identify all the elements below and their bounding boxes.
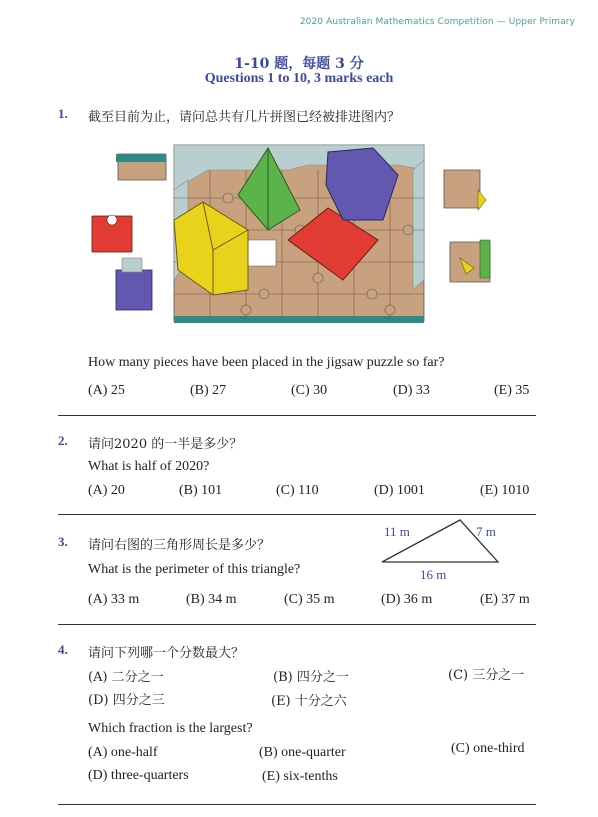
q2-option-b[interactable]: (B) 101 — [179, 483, 223, 498]
q4-option-d-en[interactable]: (D) three-quarters — [88, 768, 189, 783]
q4-option-c-en[interactable]: (C) one-third — [451, 741, 525, 756]
question-4-text-cn: 请问下列哪一个分数最大？ — [88, 646, 245, 661]
triangle-figure — [378, 515, 508, 567]
q2-option-e[interactable]: (E) 1010 — [480, 483, 530, 498]
puzzle-empty-area-right — [413, 160, 424, 290]
page-header: 2020 Australian Mathematics Competition — Upper Primary — [299, 17, 575, 27]
q3-option-c[interactable]: (C) 35 m — [284, 592, 335, 607]
q4-option-a-cn[interactable]: (A) 二分之一 — [88, 670, 164, 685]
question-4-text-en: Which fraction is the largest? — [88, 721, 253, 736]
jigsaw-puzzle-figure — [88, 140, 508, 328]
loose-piece-blue — [116, 270, 152, 310]
q3-option-e[interactable]: (E) 37 m — [480, 592, 530, 607]
triangle-base-label: 16 m — [420, 567, 447, 582]
question-3-text-en: What is the perimeter of this triangle? — [88, 562, 301, 577]
divider-4 — [58, 804, 536, 805]
puzzle-bottom-strip — [174, 316, 424, 323]
q4-option-b-en[interactable]: (B) one-quarter — [259, 745, 346, 760]
q1-option-a[interactable]: (A) 25 — [88, 383, 125, 398]
question-2-text-cn: 请问2020 的一半是多少？ — [88, 437, 243, 452]
question-2-number: 2. — [58, 433, 68, 448]
q4-option-e-cn[interactable]: (E) 十分之六 — [271, 694, 347, 709]
question-1-number: 1. — [58, 106, 68, 121]
loose-piece-tan-right — [444, 170, 480, 208]
triangle-left-side-label: 11 m — [384, 524, 410, 539]
q2-option-a[interactable]: (A) 20 — [88, 483, 125, 498]
q1-option-d[interactable]: (D) 33 — [393, 383, 430, 398]
q3-option-a[interactable]: (A) 33 m — [88, 592, 140, 607]
q1-option-e[interactable]: (E) 35 — [494, 383, 530, 398]
q4-option-d-cn[interactable]: (D) 四分之三 — [88, 693, 165, 708]
q4-option-b-cn[interactable]: (B) 四分之一 — [273, 670, 349, 685]
question-2-text-en: What is half of 2020? — [88, 459, 210, 474]
q4-option-a-en[interactable]: (A) one-half — [88, 745, 158, 760]
q2-option-c[interactable]: (C) 110 — [276, 483, 319, 498]
section-title-cn: 1-10 题，每题 3 分 — [234, 56, 364, 72]
section-title-en: Questions 1 to 10, 3 marks each — [204, 71, 394, 86]
q1-option-c[interactable]: (C) 30 — [291, 383, 328, 398]
q2-option-d[interactable]: (D) 1001 — [374, 483, 425, 498]
q1-option-b[interactable]: (B) 27 — [190, 383, 227, 398]
question-1-text-en: How many pieces have been placed in the jigsaw puzzle so far? — [88, 355, 445, 370]
triangle-right-side-label: 7 m — [476, 524, 496, 539]
question-1-text-cn: 截至目前为止，请问总共有几片拼图已经被排进图内？ — [88, 110, 401, 125]
q4-option-c-cn[interactable]: (C) 三分之一 — [448, 668, 525, 683]
q3-option-d[interactable]: (D) 36 m — [381, 592, 433, 607]
question-3-number: 3. — [58, 534, 68, 549]
q3-option-b[interactable]: (B) 34 m — [186, 592, 237, 607]
divider-1 — [58, 415, 536, 416]
question-3-text-cn: 请问右图的三角形周长是多少？ — [88, 538, 271, 553]
divider-3 — [58, 624, 536, 625]
q4-option-e-en[interactable]: (E) six-tenths — [262, 769, 338, 784]
question-4-number: 4. — [58, 642, 68, 657]
